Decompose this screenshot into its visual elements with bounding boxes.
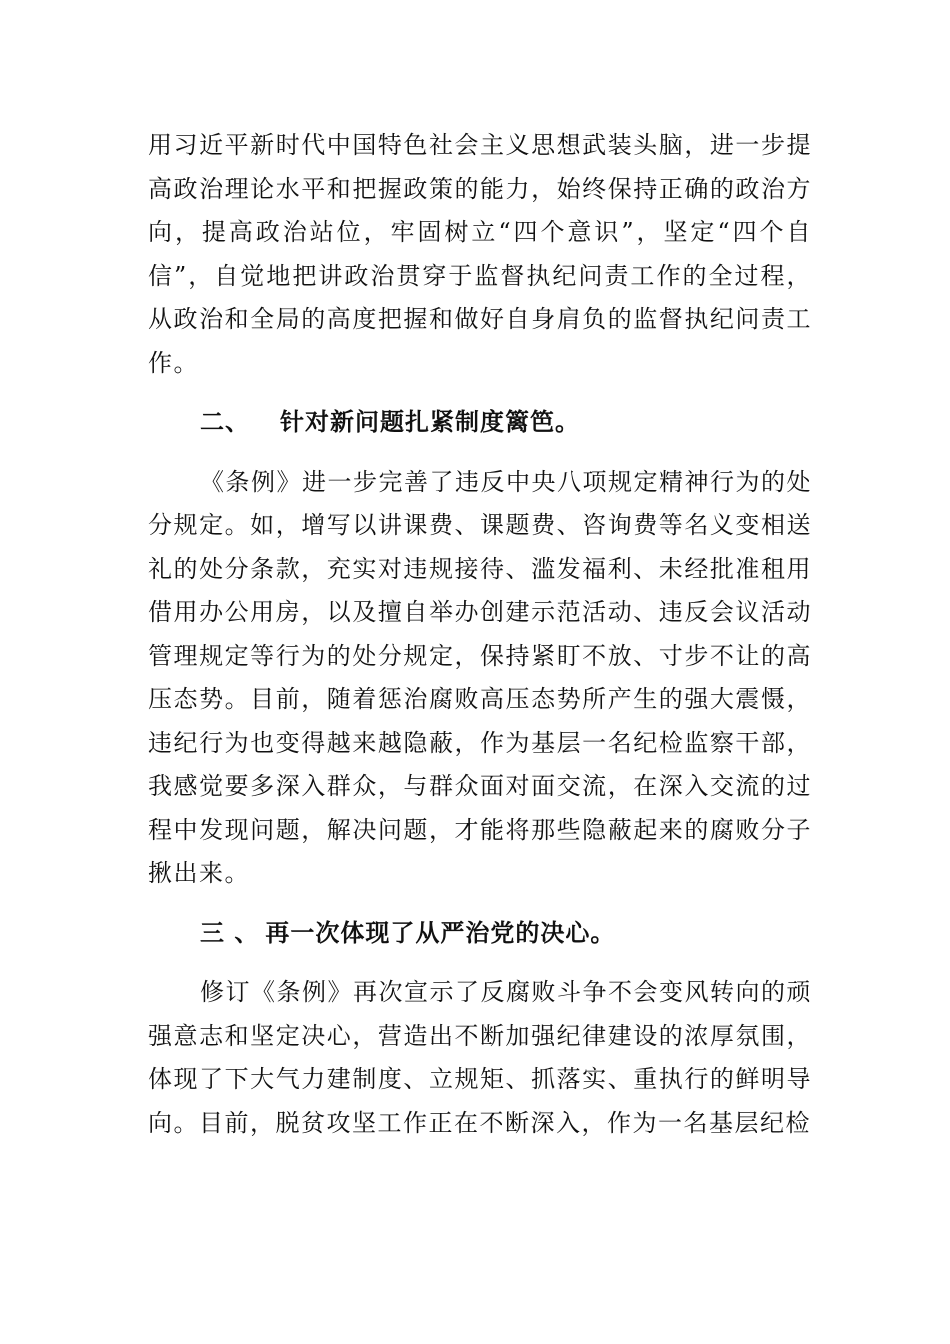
section-number-3: 三 、 — [200, 918, 260, 947]
section-heading-3 — [148, 912, 812, 956]
section-heading-2 — [148, 401, 812, 445]
section-title-2: 针对新问题扎紧制度篱笆。 — [280, 408, 580, 436]
section-number-2: 二、 — [200, 408, 250, 436]
section-body-3: 修订《条例》再次宣示了反腐败斗争不会变风转向的顽强意志和坚定决心，营造出不断加强纪律建设的浓厚氛围，体现了下大气力建制度、立规矩、抓落实、重执行的鲜明导向。目前，脱贫攻坚工作正在不断深入，作为一名基层纪检 — [148, 978, 812, 1137]
document-body — [148, 124, 812, 1145]
paragraph-continuation: 用习近平新时代中国特色社会主义思想武装头脑，进一步提高政治理论水平和把握政策的能力，始终保持正确的政治方向，提高政治站位，牢固树立“四个意识”，坚定“四个自信”，自觉地把讲政治贯穿于监督执纪问责工作的全过程，从政治和全局的高度把握和做好自身肩负的监督执纪问责工作。 — [148, 131, 812, 377]
section-title-3: 再一次体现了从严治党的决心。 — [265, 918, 616, 947]
section-body-2: 《条例》进一步完善了违反中央八项规定精神行为的处分规定。如，增写以讲课费、课题费、咨询费等名义变相送礼的处分条款，充实对违规接待、滥发福利、未经批准租用借用办公用房，以及擅自举办创建示范活动、违反会议活动管理规定等行为的处分规定，保持紧盯不放、寸步不让的高压态势。目前，随着惩治腐败高压态势所产生的强大震慑，违纪行为也变得越来越隐蔽，作为基层一名纪检监察干部，我感觉要多深入群众，与群众面对面交流，在深入交流的过程中发现问题，解决问题，才能将那些隐蔽起来的腐败分子揪出来。 — [148, 467, 812, 887]
